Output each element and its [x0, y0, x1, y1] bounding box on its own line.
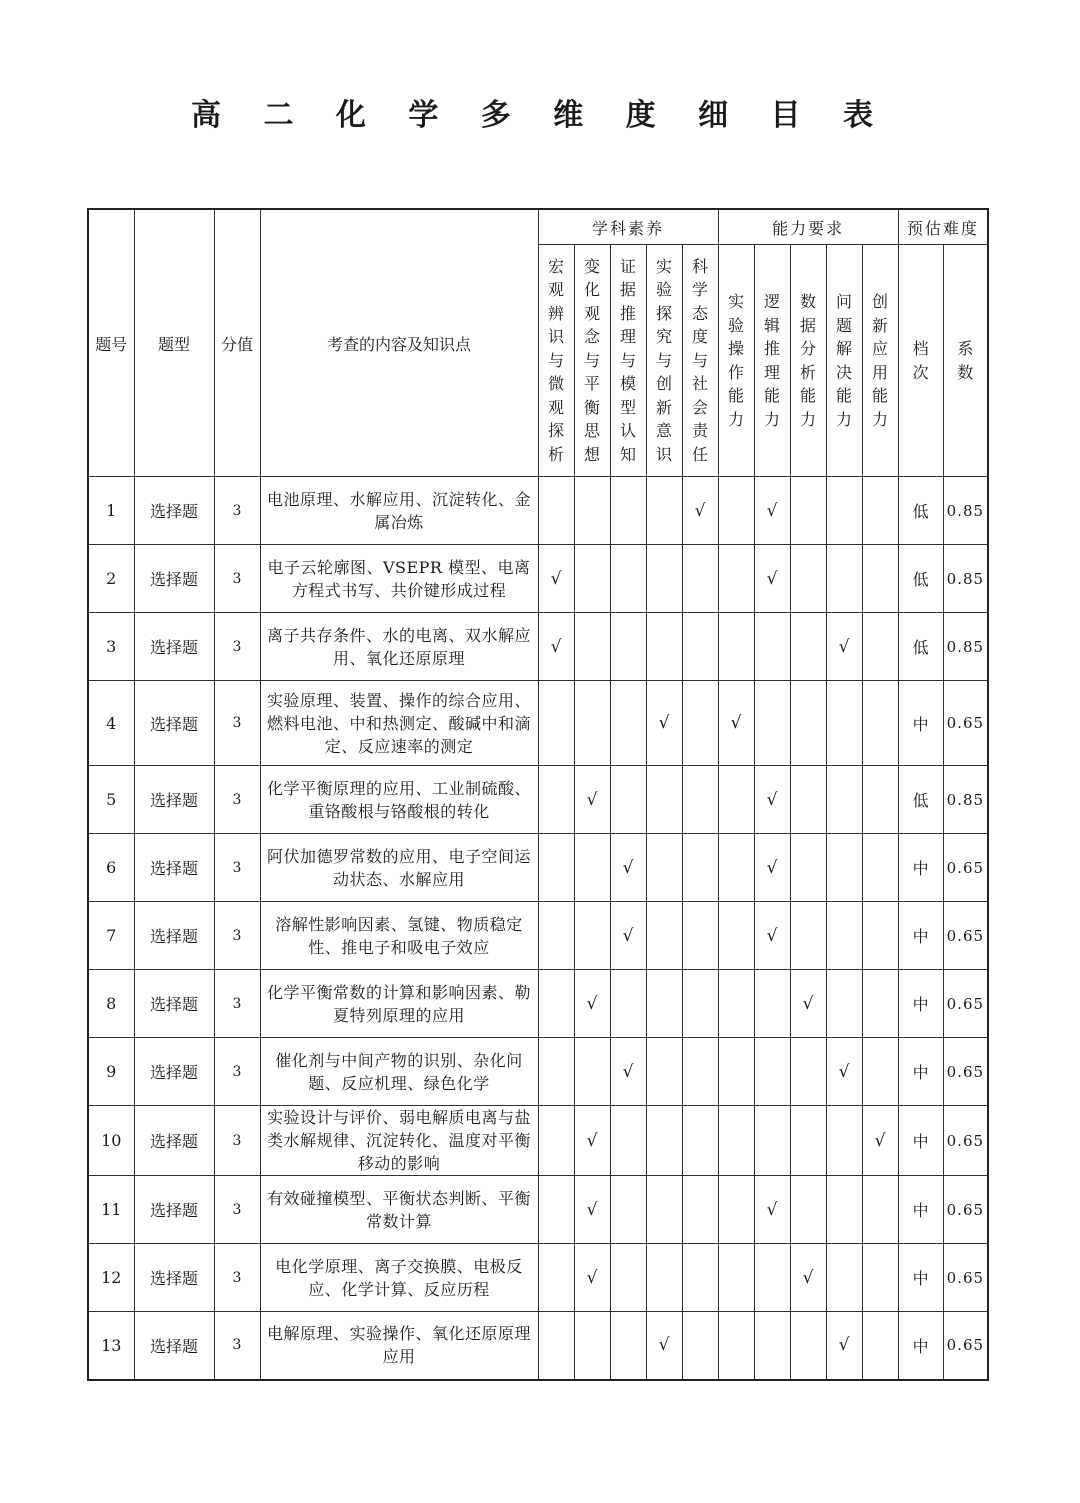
check-mark-cell: √: [574, 970, 610, 1038]
check-mark-cell: [790, 766, 826, 834]
check-mark-cell: [574, 1038, 610, 1106]
question-score: 3: [214, 1244, 260, 1312]
question-number: 3: [88, 613, 134, 681]
check-mark-cell: [610, 970, 646, 1038]
check-mark-cell: [610, 545, 646, 613]
check-mark-cell: [682, 1038, 718, 1106]
question-content: 阿伏加德罗常数的应用、电子空间运动状态、水解应用: [260, 834, 538, 902]
header-ability-innovation: [862, 245, 898, 477]
difficulty-coefficient: 0.85: [943, 613, 988, 681]
check-mark-cell: √: [754, 545, 790, 613]
question-content: 电解原理、实验操作、氧化还原原理应用: [260, 1312, 538, 1380]
question-type: 选择题: [134, 1312, 214, 1380]
difficulty-level: 中: [898, 1038, 943, 1106]
difficulty-level: 中: [898, 834, 943, 902]
check-mark-cell: [790, 613, 826, 681]
check-mark-cell: [682, 766, 718, 834]
table-row: [88, 1038, 988, 1106]
question-content: 化学平衡原理的应用、工业制硫酸、重铬酸根与铬酸根的转化: [260, 766, 538, 834]
check-mark-cell: √: [646, 1312, 682, 1380]
check-mark-cell: [826, 970, 862, 1038]
check-mark-cell: [538, 477, 574, 545]
header-group-ability: 能力要求: [718, 209, 898, 245]
question-content: 实验原理、装置、操作的综合应用、燃料电池、中和热测定、酸碱中和滴定、反应速率的测定: [260, 681, 538, 766]
difficulty-coefficient: 0.65: [943, 970, 988, 1038]
difficulty-level: 低: [898, 477, 943, 545]
check-mark-cell: [718, 1106, 754, 1176]
check-mark-cell: √: [574, 1176, 610, 1244]
header-literacy-inquiry-innovation-label: 实验探究与创新意识: [655, 256, 672, 464]
table-row: [88, 477, 988, 545]
check-mark-cell: [646, 613, 682, 681]
check-mark-cell: [646, 1244, 682, 1312]
header-type: 题型: [134, 209, 214, 477]
header-ability-data-label: 数据分析能力: [800, 292, 817, 429]
header-group-literacy: 学科素养: [538, 209, 718, 245]
header-coef-label: 系数: [957, 339, 974, 382]
table-row: [88, 970, 988, 1038]
check-mark-cell: [538, 1312, 574, 1380]
check-mark-cell: √: [754, 766, 790, 834]
check-mark-cell: [646, 1106, 682, 1176]
check-mark-cell: [862, 1038, 898, 1106]
question-number: 2: [88, 545, 134, 613]
check-mark-cell: √: [754, 1176, 790, 1244]
check-mark-cell: √: [826, 613, 862, 681]
check-mark-cell: [538, 1244, 574, 1312]
question-number: 13: [88, 1312, 134, 1380]
check-mark-cell: [718, 766, 754, 834]
header-literacy-attitude-responsibility-label: 科学态度与社会责任: [692, 256, 709, 464]
header-num: 题号: [88, 209, 134, 477]
check-mark-cell: [862, 1176, 898, 1244]
header-score: 分值: [214, 209, 260, 477]
question-score: 3: [214, 766, 260, 834]
check-mark-cell: [538, 834, 574, 902]
check-mark-cell: √: [610, 1038, 646, 1106]
table-row: [88, 1244, 988, 1312]
question-type: 选择题: [134, 613, 214, 681]
question-number: 6: [88, 834, 134, 902]
table-body: [88, 477, 988, 1380]
question-number: 1: [88, 477, 134, 545]
check-mark-cell: [862, 1312, 898, 1380]
check-mark-cell: [538, 1038, 574, 1106]
difficulty-level: 中: [898, 970, 943, 1038]
question-type: 选择题: [134, 545, 214, 613]
header-literacy-macro-micro: [538, 245, 574, 477]
header-ability-experiment: [718, 245, 754, 477]
check-mark-cell: [754, 1312, 790, 1380]
question-content: 化学平衡常数的计算和影响因素、勒夏特列原理的应用: [260, 970, 538, 1038]
table-row: [88, 1176, 988, 1244]
difficulty-level: 中: [898, 1312, 943, 1380]
check-mark-cell: [754, 1244, 790, 1312]
question-type: 选择题: [134, 477, 214, 545]
header-literacy-change-balance-label: 变化观念与平衡思想: [583, 256, 600, 464]
check-mark-cell: [826, 1106, 862, 1176]
check-mark-cell: √: [754, 902, 790, 970]
table-row: [88, 545, 988, 613]
header-ability-problem-label: 问题解决能力: [836, 292, 853, 429]
check-mark-cell: [826, 681, 862, 766]
check-mark-cell: [538, 902, 574, 970]
check-mark-cell: [538, 1176, 574, 1244]
question-content: 离子共存条件、水的电离、双水解应用、氧化还原原理: [260, 613, 538, 681]
check-mark-cell: [646, 1176, 682, 1244]
check-mark-cell: [826, 1244, 862, 1312]
question-type: 选择题: [134, 1176, 214, 1244]
check-mark-cell: [538, 766, 574, 834]
question-content: 催化剂与中间产物的识别、杂化问题、反应机理、绿色化学: [260, 1038, 538, 1106]
check-mark-cell: [646, 970, 682, 1038]
question-type: 选择题: [134, 902, 214, 970]
check-mark-cell: √: [538, 545, 574, 613]
difficulty-coefficient: 0.65: [943, 1038, 988, 1106]
check-mark-cell: √: [682, 477, 718, 545]
check-mark-cell: [754, 613, 790, 681]
question-content: 有效碰撞模型、平衡状态判断、平衡常数计算: [260, 1176, 538, 1244]
check-mark-cell: √: [610, 834, 646, 902]
question-score: 3: [214, 477, 260, 545]
difficulty-level: 中: [898, 1176, 943, 1244]
question-score: 3: [214, 1106, 260, 1176]
check-mark-cell: [790, 681, 826, 766]
check-mark-cell: [574, 834, 610, 902]
question-score: 3: [214, 613, 260, 681]
question-type: 选择题: [134, 1106, 214, 1176]
check-mark-cell: [718, 613, 754, 681]
check-mark-cell: [682, 834, 718, 902]
check-mark-cell: [754, 1038, 790, 1106]
check-mark-cell: √: [718, 681, 754, 766]
question-number: 9: [88, 1038, 134, 1106]
difficulty-coefficient: 0.85: [943, 766, 988, 834]
check-mark-cell: [610, 1106, 646, 1176]
difficulty-coefficient: 0.65: [943, 1106, 988, 1176]
check-mark-cell: √: [574, 1106, 610, 1176]
question-score: 3: [214, 681, 260, 766]
check-mark-cell: [718, 545, 754, 613]
check-mark-cell: [862, 970, 898, 1038]
check-mark-cell: √: [790, 1244, 826, 1312]
check-mark-cell: [574, 1312, 610, 1380]
check-mark-cell: [754, 681, 790, 766]
table-row: [88, 613, 988, 681]
check-mark-cell: [862, 766, 898, 834]
check-mark-cell: [790, 834, 826, 902]
header-coef: [943, 245, 988, 477]
table-row: [88, 1106, 988, 1176]
check-mark-cell: [826, 545, 862, 613]
question-score: 3: [214, 1038, 260, 1106]
check-mark-cell: [718, 970, 754, 1038]
check-mark-cell: [718, 834, 754, 902]
difficulty-coefficient: 0.65: [943, 681, 988, 766]
check-mark-cell: [682, 545, 718, 613]
table-header: [88, 209, 988, 477]
header-literacy-evidence-model: [610, 245, 646, 477]
check-mark-cell: [718, 1244, 754, 1312]
check-mark-cell: [718, 1176, 754, 1244]
header-ability-innovation-label: 创新应用能力: [872, 292, 889, 429]
check-mark-cell: [610, 613, 646, 681]
question-number: 11: [88, 1176, 134, 1244]
question-content: 溶解性影响因素、氢键、物质稳定性、推电子和吸电子效应: [260, 902, 538, 970]
question-score: 3: [214, 1312, 260, 1380]
header-literacy-macro-micro-label: 宏观辨识与微观探析: [547, 256, 564, 464]
header-level: [898, 245, 943, 477]
check-mark-cell: [826, 477, 862, 545]
header-literacy-change-balance: [574, 245, 610, 477]
check-mark-cell: [754, 970, 790, 1038]
check-mark-cell: [610, 477, 646, 545]
difficulty-level: 低: [898, 613, 943, 681]
check-mark-cell: [682, 1312, 718, 1380]
check-mark-cell: [538, 970, 574, 1038]
header-ability-data: [790, 245, 826, 477]
check-mark-cell: [682, 1106, 718, 1176]
difficulty-level: 中: [898, 902, 943, 970]
header-level-label: 档次: [912, 339, 929, 382]
check-mark-cell: [862, 902, 898, 970]
check-mark-cell: [538, 681, 574, 766]
check-mark-cell: √: [574, 1244, 610, 1312]
difficulty-level: 低: [898, 766, 943, 834]
check-mark-cell: [790, 902, 826, 970]
question-number: 10: [88, 1106, 134, 1176]
check-mark-cell: [610, 1312, 646, 1380]
question-number: 7: [88, 902, 134, 970]
check-mark-cell: [610, 766, 646, 834]
check-mark-cell: [646, 1038, 682, 1106]
check-mark-cell: [862, 613, 898, 681]
check-mark-cell: [646, 902, 682, 970]
table-row: [88, 834, 988, 902]
header-ability-experiment-label: 实验操作能力: [728, 292, 745, 429]
question-type: 选择题: [134, 1244, 214, 1312]
difficulty-coefficient: 0.65: [943, 834, 988, 902]
check-mark-cell: [826, 766, 862, 834]
check-mark-cell: √: [862, 1106, 898, 1176]
difficulty-level: 中: [898, 1244, 943, 1312]
check-mark-cell: [718, 902, 754, 970]
check-mark-cell: [862, 681, 898, 766]
difficulty-coefficient: 0.65: [943, 1312, 988, 1380]
difficulty-coefficient: 0.65: [943, 1176, 988, 1244]
check-mark-cell: [790, 1106, 826, 1176]
question-score: 3: [214, 970, 260, 1038]
check-mark-cell: √: [826, 1038, 862, 1106]
check-mark-cell: [574, 477, 610, 545]
question-type: 选择题: [134, 766, 214, 834]
question-type: 选择题: [134, 1038, 214, 1106]
check-mark-cell: [574, 681, 610, 766]
question-number: 12: [88, 1244, 134, 1312]
check-mark-cell: [682, 902, 718, 970]
header-ability-logic: [754, 245, 790, 477]
question-type: 选择题: [134, 970, 214, 1038]
check-mark-cell: [610, 681, 646, 766]
header-ability-problem: [826, 245, 862, 477]
header-literacy-attitude-responsibility: [682, 245, 718, 477]
check-mark-cell: [862, 1244, 898, 1312]
question-score: 3: [214, 545, 260, 613]
difficulty-level: 中: [898, 681, 943, 766]
check-mark-cell: [682, 681, 718, 766]
check-mark-cell: [682, 970, 718, 1038]
question-score: 3: [214, 902, 260, 970]
question-type: 选择题: [134, 834, 214, 902]
question-content: 电子云轮廓图、VSEPR 模型、电离方程式书写、共价键形成过程: [260, 545, 538, 613]
question-content: 电化学原理、离子交换膜、电极反应、化学计算、反应历程: [260, 1244, 538, 1312]
check-mark-cell: √: [826, 1312, 862, 1380]
difficulty-level: 中: [898, 1106, 943, 1176]
question-content: 实验设计与评价、弱电解质电离与盐类水解规律、沉淀转化、温度对平衡移动的影响: [260, 1106, 538, 1176]
question-type: 选择题: [134, 681, 214, 766]
header-literacy-evidence-model-label: 证据推理与模型认知: [619, 256, 636, 464]
question-score: 3: [214, 1176, 260, 1244]
header-group-difficulty: 预估难度: [898, 209, 988, 245]
check-mark-cell: √: [538, 613, 574, 681]
check-mark-cell: [646, 766, 682, 834]
difficulty-coefficient: 0.85: [943, 545, 988, 613]
check-mark-cell: [574, 902, 610, 970]
question-number: 4: [88, 681, 134, 766]
check-mark-cell: [646, 545, 682, 613]
question-number: 8: [88, 970, 134, 1038]
check-mark-cell: [790, 1312, 826, 1380]
check-mark-cell: [682, 1244, 718, 1312]
check-mark-cell: [754, 1106, 790, 1176]
question-content: 电池原理、水解应用、沉淀转化、金属冶炼: [260, 477, 538, 545]
question-number: 5: [88, 766, 134, 834]
check-mark-cell: [646, 477, 682, 545]
page-title: 高 二 化 学 多 维 度 细 目 表: [191, 98, 889, 133]
table-row: [88, 902, 988, 970]
check-mark-cell: [718, 477, 754, 545]
table-row: [88, 766, 988, 834]
check-mark-cell: [538, 1106, 574, 1176]
check-mark-cell: [646, 834, 682, 902]
check-mark-cell: [610, 1176, 646, 1244]
question-score: 3: [214, 834, 260, 902]
check-mark-cell: [790, 1176, 826, 1244]
difficulty-level: 低: [898, 545, 943, 613]
check-mark-cell: [862, 477, 898, 545]
check-mark-cell: √: [754, 834, 790, 902]
check-mark-cell: [574, 545, 610, 613]
check-mark-cell: [826, 1176, 862, 1244]
check-mark-cell: [574, 613, 610, 681]
check-mark-cell: [682, 1176, 718, 1244]
check-mark-cell: [862, 834, 898, 902]
check-mark-cell: √: [646, 681, 682, 766]
check-mark-cell: [682, 613, 718, 681]
difficulty-coefficient: 0.65: [943, 1244, 988, 1312]
check-mark-cell: [790, 545, 826, 613]
table-row: [88, 681, 988, 766]
difficulty-coefficient: 0.65: [943, 902, 988, 970]
check-mark-cell: √: [754, 477, 790, 545]
table-row: [88, 1312, 988, 1380]
check-mark-cell: √: [610, 902, 646, 970]
item-specification-table: [87, 208, 989, 1381]
check-mark-cell: [862, 545, 898, 613]
header-content: 考查的内容及知识点: [260, 209, 538, 477]
check-mark-cell: √: [574, 766, 610, 834]
check-mark-cell: √: [790, 970, 826, 1038]
check-mark-cell: [790, 477, 826, 545]
check-mark-cell: [826, 902, 862, 970]
check-mark-cell: [610, 1244, 646, 1312]
check-mark-cell: [826, 834, 862, 902]
check-mark-cell: [718, 1038, 754, 1106]
difficulty-coefficient: 0.85: [943, 477, 988, 545]
header-ability-logic-label: 逻辑推理能力: [764, 292, 781, 429]
check-mark-cell: [790, 1038, 826, 1106]
header-literacy-inquiry-innovation: [646, 245, 682, 477]
check-mark-cell: [718, 1312, 754, 1380]
